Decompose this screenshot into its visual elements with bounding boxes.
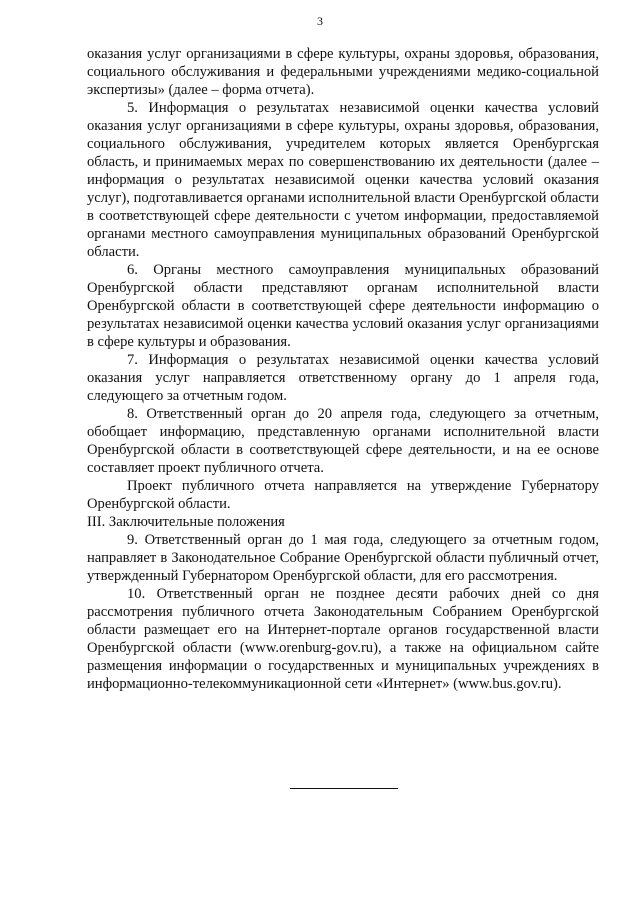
- paragraph-continuation: оказания услуг организациями в сфере культуры, охраны здоровья, образования, социального обслуживания и федеральными учреждениями медико-социальной экспертизы» (далее – форма отчета).: [87, 46, 599, 98]
- paragraph-9: 9. Ответственный орган до 1 мая года, следующего за отчетным годом, направляет в Законодательное Собрание Оренбургской области публичный отчет, утвержденный Губернатором Оренбургской области, для его рассмотрения.: [87, 532, 599, 584]
- section-heading: III. Заключительные положения: [87, 514, 285, 530]
- paragraph-7: 7. Информация о результатах независимой оценки качества условий оказания услуг направляется ответственному органу до 1 апреля года, следующего за отчетным годом.: [87, 352, 599, 404]
- paragraph-8: 8. Ответственный орган до 20 апреля года, следующего за отчетным, обобщает информацию, представленную органами исполнительной власти Оренбургской области в соответствующей сфере деятельности, и на ее основе составляет проект публичного отчета.: [87, 406, 599, 476]
- paragraph-5: 5. Информация о результатах независимой оценки качества условий оказания услуг организациями в сфере культуры, охраны здоровья, образования, социального обслуживания, учредителем которых является Оренбургская область, и принимаемых мерах по совершенствованию их деятельности (далее – информация о результатах независимой оценки качества условий оказания услуг), подготавливается органами исполнительной власти Оренбургской области в соответствующей сфере деятельности с учетом информации, предоставляемой органами местного самоуправления муниципальных образований Оренбургской области.: [87, 100, 599, 260]
- paragraph-8-addendum: Проект публичного отчета направляется на утверждение Губернатору Оренбургской области.: [87, 478, 599, 512]
- paragraph-6: 6. Органы местного самоуправления муниципальных образований Оренбургской области представляют органам исполнительной власти Оренбургской области в соответствующей сфере деятельности информацию о результатах независимой оценки качества условий оказания услуг организациями в сфере культуры и образования.: [87, 262, 599, 350]
- paragraph-10: 10. Ответственный орган не позднее десяти рабочих дней со дня рассмотрения публичного отчета Законодательным Собранием Оренбургской области размещает его на Интернет-портале органов государственной власти Оренбургской области (www.orenburg-gov.ru), а также на официальном сайте размещения информации о государственных и муниципальных учреждениях в информационно-телекоммуникационной сети «Интернет» (www.bus.gov.ru).: [87, 586, 599, 692]
- page-number: 3: [317, 14, 323, 28]
- end-of-document-rule: [290, 788, 398, 789]
- document-body: [87, 45, 599, 693]
